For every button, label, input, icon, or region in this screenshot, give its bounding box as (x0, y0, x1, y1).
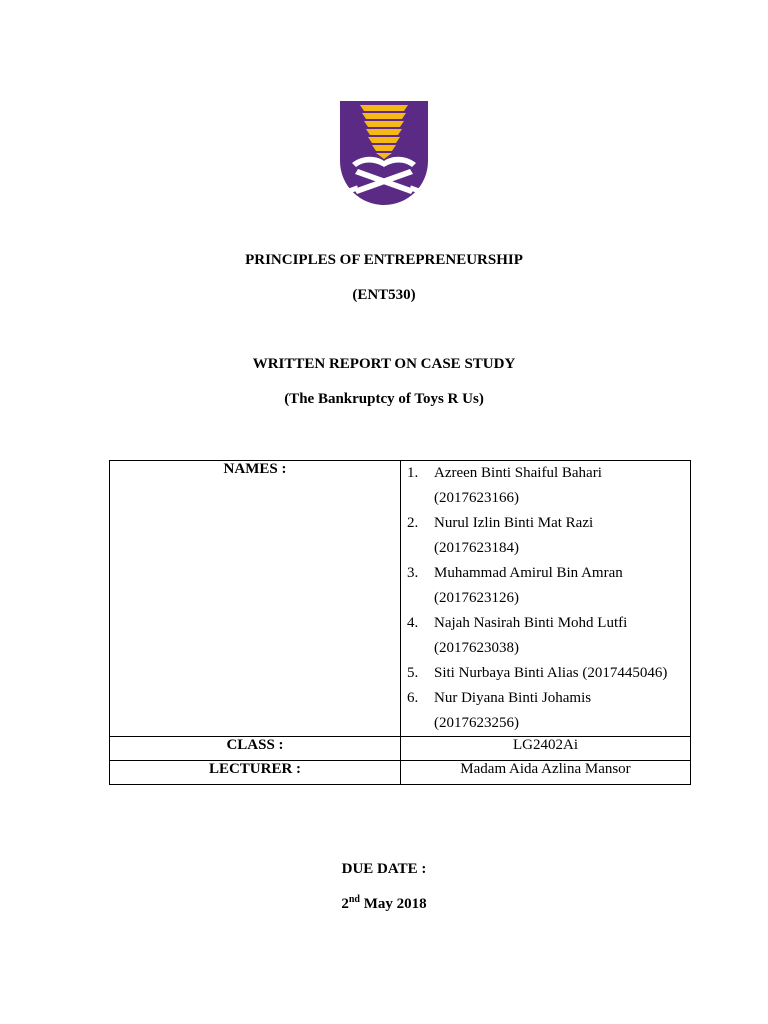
list-number: 5. (407, 665, 419, 681)
class-row (110, 737, 691, 761)
list-number: 6. (407, 690, 419, 706)
list-item (401, 561, 690, 611)
names-label: NAMES : (110, 461, 401, 737)
lecturer-value: Madam Aida Azlina Mansor (401, 761, 691, 785)
course-code: (ENT530) (352, 287, 416, 303)
member-list (401, 461, 690, 736)
due-date-value (0, 895, 768, 913)
list-item (401, 511, 690, 561)
lecturer-row (110, 761, 691, 785)
list-item (401, 611, 690, 661)
member-id: (2017623256) (434, 715, 519, 731)
member-name: Azreen Binti Shaiful Bahari (434, 465, 602, 481)
list-number: 3. (407, 565, 419, 581)
member-id: (2017623184) (434, 540, 519, 556)
names-row (110, 461, 691, 737)
lecturer-label: LECTURER : (110, 761, 401, 785)
report-title: WRITTEN REPORT ON CASE STUDY (252, 356, 516, 372)
due-day-suffix: nd (348, 894, 360, 905)
due-day: 2 (341, 896, 349, 912)
list-item (401, 461, 690, 511)
case-study-subtitle: (The Bankruptcy of Toys R Us) (284, 391, 484, 407)
due-date-label: DUE DATE : (341, 861, 427, 877)
member-name: Muhammad Amirul Bin Amran (434, 565, 623, 581)
class-value: LG2402Ai (401, 737, 691, 761)
course-title: PRINCIPLES OF ENTREPRENEURSHIP (245, 252, 523, 268)
list-number: 4. (407, 615, 419, 631)
member-name: Nur Diyana Binti Johamis (434, 690, 592, 706)
member-name: Nurul Izlin Binti Mat Razi (434, 515, 594, 531)
list-number: 2. (407, 515, 419, 531)
names-cell (401, 461, 691, 737)
member-id: (2017623126) (434, 590, 519, 606)
list-item (401, 661, 690, 686)
group-info-table (109, 460, 691, 785)
list-number: 1. (407, 465, 419, 481)
list-item (401, 686, 690, 736)
due-month-year: May 2018 (359, 896, 427, 912)
class-label: CLASS : (110, 737, 401, 761)
member-id: (2017623166) (434, 490, 519, 506)
university-crest-icon (340, 101, 428, 205)
member-name: Siti Nurbaya Binti Alias (2017445046) (434, 665, 668, 681)
member-id: (2017623038) (434, 640, 519, 656)
member-name: Najah Nasirah Binti Mohd Lutfi (434, 615, 628, 631)
